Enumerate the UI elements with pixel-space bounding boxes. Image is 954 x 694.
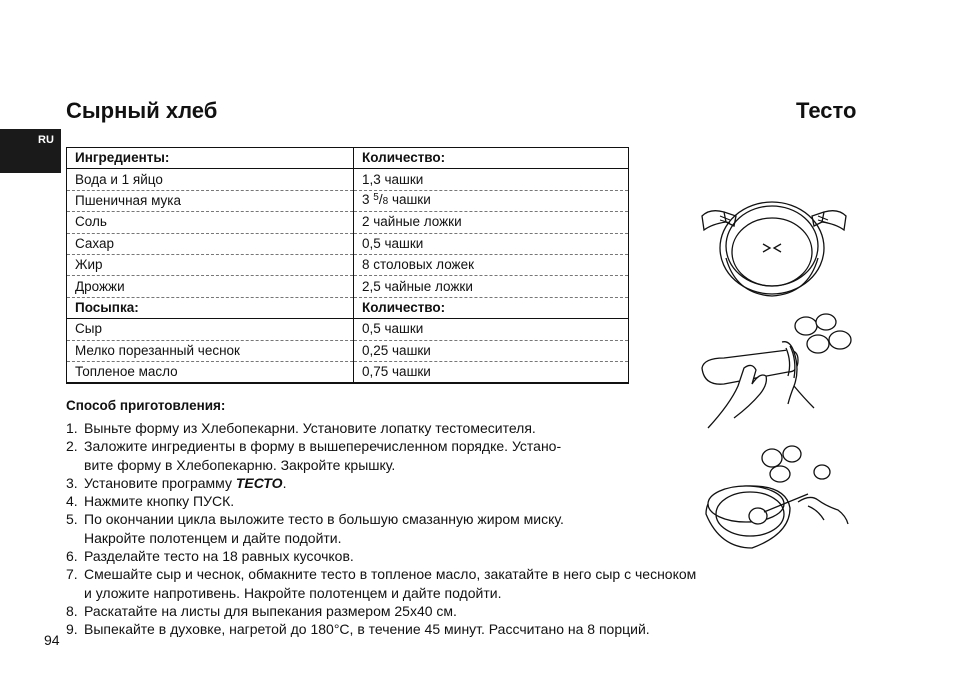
topping-header: Посыпка: — [67, 297, 354, 318]
rolling-dough-icon — [694, 312, 854, 436]
table-row — [67, 319, 629, 340]
step-text-part: . — [282, 474, 287, 491]
list-item — [66, 620, 806, 638]
fraction-denominator: 8 — [382, 195, 389, 207]
topping-name: Сыр — [67, 319, 354, 340]
table-row — [67, 233, 629, 254]
ingredient-name: Сахар — [67, 233, 354, 254]
qty-whole: 3 — [362, 191, 370, 207]
table-row — [67, 169, 629, 190]
qty-unit: чашки — [391, 191, 431, 207]
step-text: Нажмите кнопку ПУСК. — [84, 493, 235, 510]
ingredients-table — [66, 147, 629, 384]
step-text: вите форму в Хлебопекарню. Закройте крышку. — [84, 456, 396, 473]
language-label: RU — [38, 134, 54, 146]
ingredient-quantity: 2,5 чайные ложки — [354, 276, 629, 297]
table-row — [67, 361, 629, 383]
step-text: Выньте форму из Хлебопекарни. Установите лопатку тестомесителя. — [84, 420, 536, 436]
topping-name: Топленое масло — [67, 361, 354, 383]
ingredient-name: Соль — [67, 212, 354, 233]
list-item — [66, 565, 806, 602]
table-header-row — [67, 297, 629, 318]
list-item — [66, 547, 806, 565]
topping-quantity: 0,75 чашки — [362, 364, 431, 380]
step-text-part: Установите программу — [84, 474, 236, 491]
ingredient-name: Жир — [67, 254, 354, 275]
step-text: и уложите напротивень. Накройте полотенцем и дайте подойти. — [84, 584, 502, 601]
table-row — [67, 254, 629, 275]
fraction-numerator: 5 — [373, 191, 379, 203]
step-text: Разделайте тесто на 18 равных кусочков. — [84, 548, 354, 565]
ingredients-header: Ингредиенты: — [67, 148, 354, 169]
list-item — [66, 474, 806, 492]
table-row — [67, 340, 629, 361]
ingredient-name: Дрожжи — [67, 276, 354, 297]
table-row — [67, 276, 629, 297]
ingredient-quantity: 8 столовых ложек — [354, 254, 629, 275]
program-name: ТЕСТО — [235, 474, 283, 491]
step-text: По окончании цикла выложите тесто в большую смазанную жиром миску. — [84, 511, 564, 528]
section-title: Тесто — [796, 98, 857, 123]
step-number: 4. — [66, 493, 78, 510]
dipping-dough-bowl-icon — [700, 444, 850, 556]
table-header-row — [67, 148, 629, 169]
topping-name: Мелко порезанный чеснок — [67, 340, 354, 361]
step-number: 8. — [66, 602, 78, 619]
ingredient-quantity: 0,5 чашки — [354, 233, 629, 254]
ingredient-quantity: 3 $^5$/8 чашки — [354, 190, 629, 211]
ingredient-quantity: 2 чайные ложки — [354, 212, 629, 233]
step-number: 2. — [66, 438, 78, 455]
topping-quantity: 0,25 чашки — [354, 340, 629, 361]
ingredient-quantity: 1,3 чашки — [354, 169, 629, 190]
step-text: Смешайте сыр и чеснок, обмакните тесто в топленое масло, закатайте в него сыр с чесноком — [84, 566, 697, 583]
quantity-header: Количество: — [354, 148, 629, 169]
ingredient-name: Пшеничная мука — [67, 190, 354, 211]
list-item — [66, 510, 806, 547]
step-text: Раскатайте на листы для выпекания размером 25x40 см. — [84, 602, 457, 619]
ingredient-name: Вода и 1 яйцо — [67, 169, 354, 190]
list-item — [66, 437, 806, 474]
method-title: Способ приготовления: — [66, 398, 226, 413]
list-item — [66, 492, 806, 510]
language-tab — [0, 129, 61, 173]
method-steps — [66, 419, 806, 639]
step-text: Выпекайте в духовке, нагретой до 180°C, в течение 45 минут. Рассчитано на 8 порций. — [84, 621, 650, 638]
table-row — [67, 190, 629, 211]
quantity-header: Количество: — [354, 297, 629, 318]
step-number: 6. — [66, 548, 78, 565]
bread-pan-icon — [696, 194, 852, 316]
list-item — [66, 602, 806, 620]
table-row — [67, 212, 629, 233]
recipe-title: Сырный хлеб — [66, 98, 218, 123]
page-number: 94 — [44, 632, 60, 648]
step-number: 3. — [66, 474, 78, 491]
step-text: Накройте полотенцем и дайте подойти. — [84, 529, 342, 546]
step-text — [84, 474, 806, 492]
step-number: 5. — [66, 511, 78, 528]
step-number: 1. — [66, 420, 78, 436]
step-text: Заложите ингредиенты в форму в вышеперечисленном порядке. Устано- — [84, 438, 562, 455]
step-number: 7. — [66, 566, 78, 583]
topping-quantity: 0,5 чашки — [354, 319, 629, 340]
step-number: 9. — [66, 621, 78, 638]
